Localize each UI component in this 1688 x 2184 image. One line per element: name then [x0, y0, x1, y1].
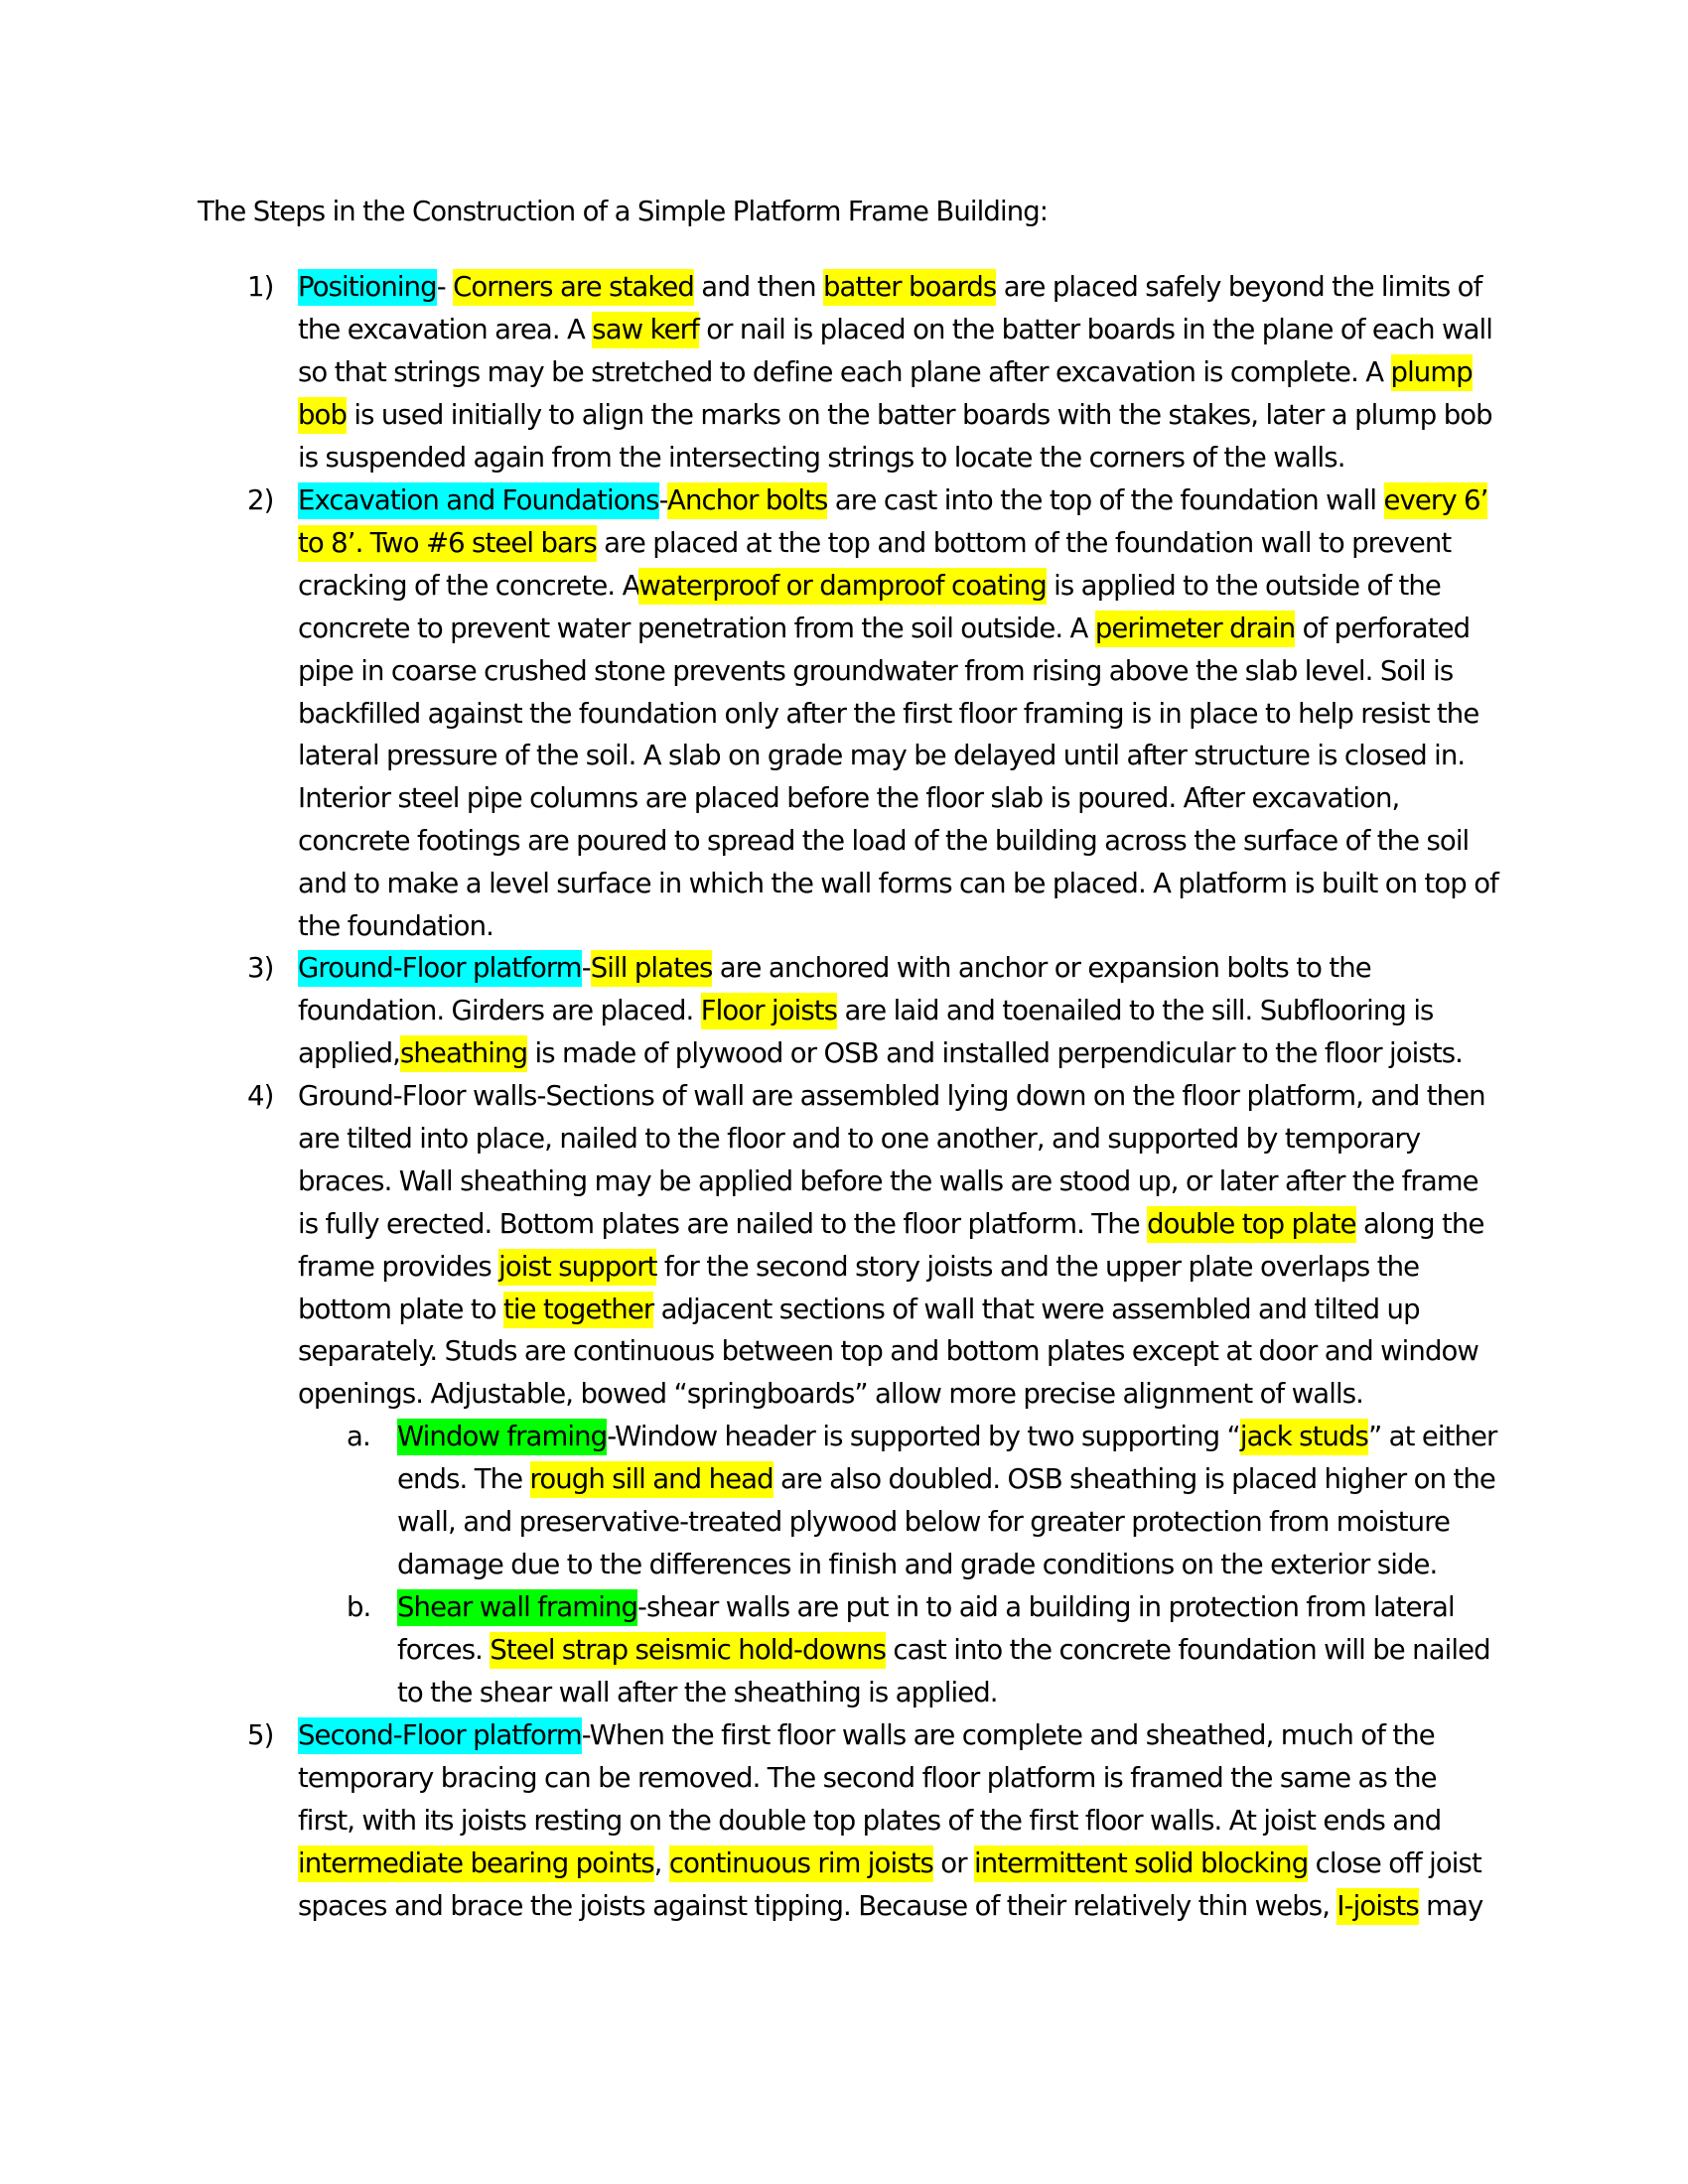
key-term-highlight: waterproof or damproof coating — [638, 568, 1046, 605]
key-term-highlight: continuous rim joists — [669, 1845, 933, 1882]
text-run: and then — [693, 271, 823, 303]
text-run: - — [436, 271, 454, 303]
key-term-highlight: rough sill and head — [530, 1461, 774, 1498]
text-run: -Window header is supported by two supporting “ — [607, 1421, 1240, 1452]
key-term-highlight: saw kerf — [592, 312, 699, 348]
text-run: , — [653, 1846, 669, 1879]
key-term-highlight: I-joists — [1336, 1888, 1418, 1925]
substep-letter: a. — [347, 1421, 370, 1452]
text-run: or nail is placed on the batter boards in the plane of each wall so that strings may be stretched to define each plane after excavation is complete. A — [298, 313, 1493, 388]
key-term-highlight: sheathing — [400, 1035, 527, 1072]
step-heading-highlight: Excavation and Foundations — [298, 482, 659, 519]
key-term-highlight: plump bob — [298, 354, 1473, 434]
text-run: ” at either ends. The — [397, 1421, 1497, 1495]
text-run: close off joist spaces and brace the joists against tipping. Because of their relatively thin webs, — [298, 1846, 1481, 1922]
text-run: for the second story joists and the upper plate overlaps the bottom plate to — [298, 1250, 1420, 1325]
text-run: or — [932, 1846, 974, 1879]
step-heading-highlight: Second-Floor platform — [298, 1717, 582, 1754]
step-number: 2) — [247, 484, 274, 516]
text-run: along the frame provides — [298, 1207, 1484, 1283]
text-run: is applied to the outside of the concrete to prevent water penetration from the soil outside. A — [298, 569, 1441, 644]
substep-text — [397, 1589, 1490, 1708]
step-5 — [247, 1714, 1499, 1928]
key-term-highlight: jack studs — [1240, 1419, 1368, 1455]
step-text — [298, 269, 1492, 474]
step-1 — [247, 266, 1499, 479]
substep-b — [347, 1586, 1499, 1714]
key-term-highlight: Corners are staked — [453, 269, 694, 306]
text-run: - — [658, 484, 668, 516]
sub-heading-highlight: Shear wall framing — [397, 1589, 637, 1626]
text-run: are laid and toenailed to the sill. Subflooring is applied, — [298, 994, 1434, 1069]
key-term-highlight: batter boards — [823, 269, 996, 306]
step-2 — [247, 479, 1499, 948]
key-term-highlight: every 6’ to 8’. Two #6 steel bars — [298, 482, 1487, 562]
text-run: - — [581, 952, 591, 984]
text-run: adjacent sections of wall that were assembled and tilted up separately. Studs are continuous between top and bottom plates except at door and window openings. Adjustable, bowed “springboards” allow more precise alignment of walls. — [298, 1293, 1479, 1411]
step-text — [298, 1717, 1482, 1925]
step-heading-highlight: Ground-Floor platform — [298, 950, 582, 987]
text-run: of perforated pipe in coarse crushed stone prevents groundwater from rising above the slab level. Soil is backfilled against the foundation only after the first floor framing is in place to help resist the lateral pressure of the soil. A slab on grade may be delayed until after structure is closed in. Interior steel pipe columns are placed before the floor slab is poured. After excavation, concrete footings are poured to spread the load of the building across the surface of the soil and to make a level surface in which the wall forms can be placed. A platform is built on top of the foundation. — [298, 612, 1498, 943]
text-run: is made of plywood or OSB and installed perpendicular to the floor joists. — [527, 1036, 1463, 1069]
key-term-highlight: perimeter drain — [1095, 611, 1295, 647]
substep-letter: b. — [347, 1591, 371, 1623]
key-term-highlight: tie together — [503, 1292, 653, 1328]
key-term-highlight: intermediate bearing points — [298, 1845, 654, 1882]
key-term-highlight: Steel strap seismic hold-downs — [490, 1632, 886, 1669]
step-number: 1) — [247, 271, 274, 303]
substep-a — [347, 1416, 1499, 1586]
step-heading-highlight: Positioning — [298, 269, 437, 306]
text-run: -shear walls are put in to aid a building in protection from lateral forces. — [397, 1591, 1455, 1666]
text-run: are cast into the top of the foundation wall — [827, 484, 1384, 516]
step-4 — [247, 1075, 1499, 1416]
step-text — [298, 1080, 1485, 1410]
step-number: 5) — [247, 1719, 274, 1751]
key-term-highlight: double top plate — [1147, 1206, 1356, 1243]
key-term-highlight: Floor joists — [701, 993, 837, 1029]
step-number: 4) — [247, 1080, 274, 1112]
key-term-highlight: intermittent solid blocking — [974, 1845, 1308, 1882]
text-run: -When the first floor walls are complete and sheathed, much of the temporary bracing can be removed. The second floor platform is framed the same as the first, with its joists resting on the double top plates of the first floor walls. At joist ends and — [298, 1719, 1442, 1837]
text-run: are also doubled. OSB sheathing is placed higher on the wall, and preservative-treated plywood below for greater protection from moisture damage due to the differences in finish and grade conditions on the exterior side. — [397, 1462, 1495, 1580]
text-run: Ground-Floor walls-Sections of wall are assembled lying down on the floor platform, and then are tilted into place, nailed to the floor and to one another, and supported by temporary braces. Wall sheathing may be applied before the walls are stood up, or later after the frame is fully erected. Bottom plates are nailed to the floor platform. The — [298, 1080, 1485, 1240]
step-text — [298, 482, 1498, 942]
key-term-highlight: Anchor bolts — [667, 482, 827, 519]
sub-heading-highlight: Window framing — [397, 1419, 607, 1455]
key-term-highlight: joist support — [498, 1249, 656, 1286]
text-run: are anchored with anchor or expansion bolts to the foundation. Girders are placed. — [298, 952, 1371, 1026]
text-run: is used initially to align the marks on the batter boards with the stakes, later a plump bob is suspended again from the intersecting strings to locate the corners of the walls. — [298, 398, 1492, 474]
page-title: The Steps in the Construction of a Simple Platform Frame Building: — [198, 196, 1049, 227]
step-number: 3) — [247, 952, 274, 984]
key-term-highlight: Sill plates — [591, 950, 713, 987]
text-run: are placed at the top and bottom of the foundation wall to prevent cracking of the concrete. A — [298, 526, 1452, 602]
step-text — [298, 950, 1463, 1072]
text-run: may — [1418, 1889, 1483, 1922]
text-run: are placed safely beyond the limits of the excavation area. A — [298, 271, 1482, 345]
step-3 — [247, 947, 1499, 1075]
substep-text — [397, 1419, 1496, 1580]
text-run: cast into the concrete foundation will be nailed to the shear wall after the sheathing is applied. — [397, 1633, 1490, 1708]
